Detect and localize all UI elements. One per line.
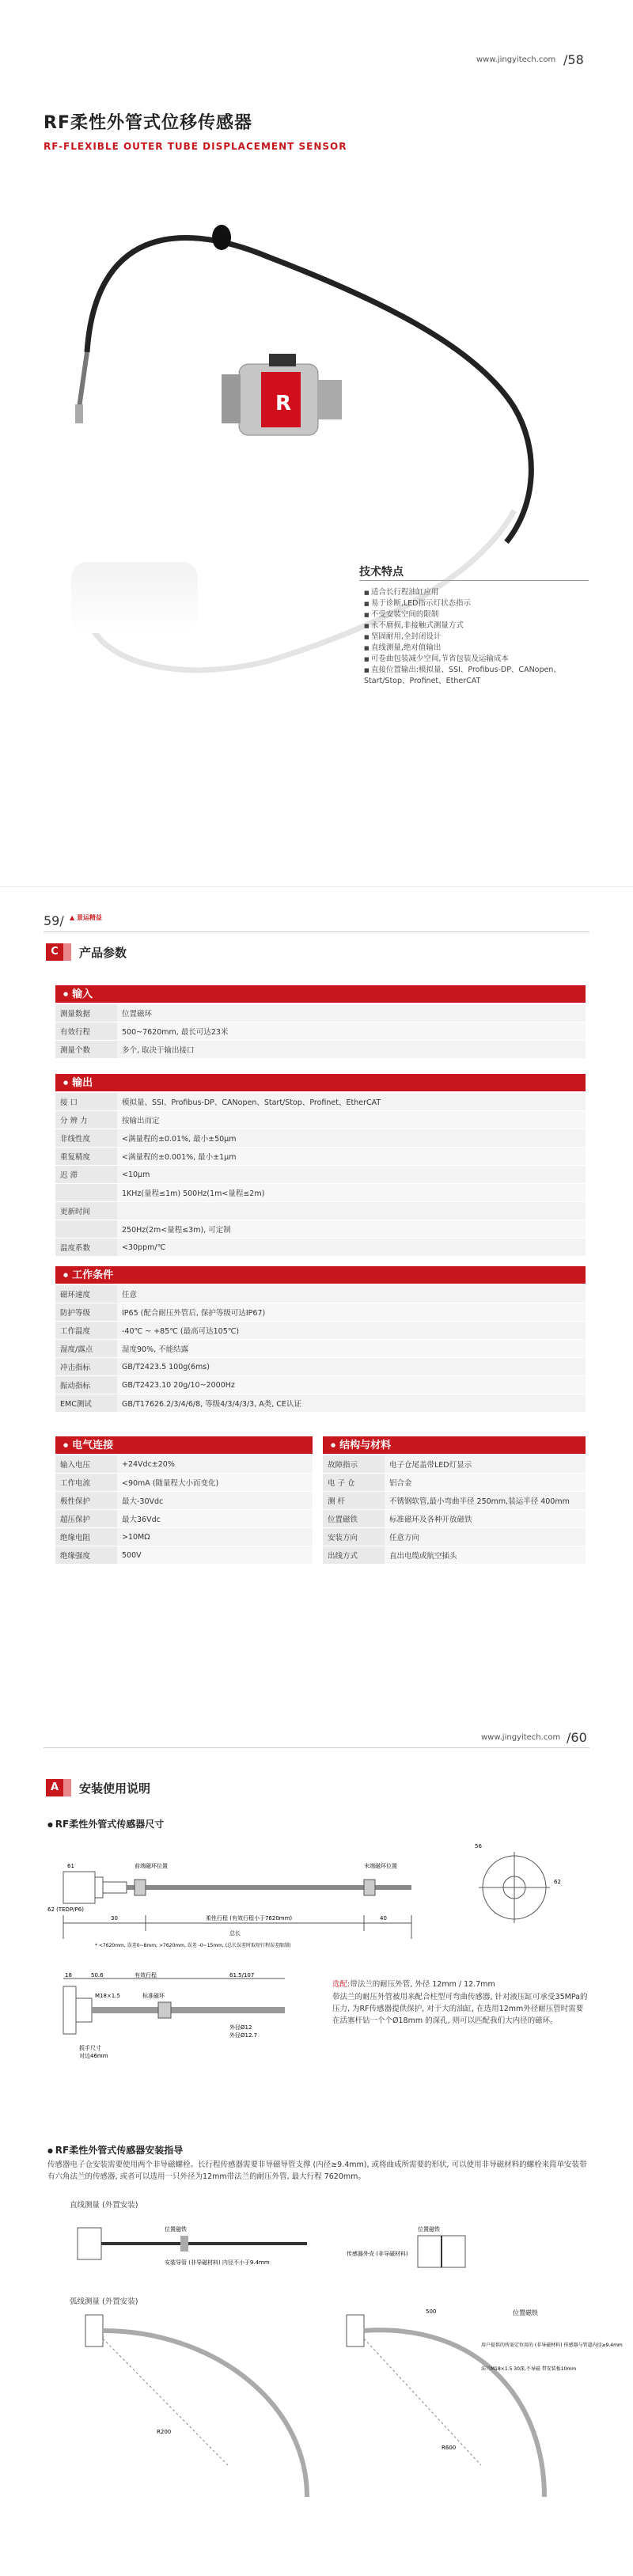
row-value: 标准磁环及各种开放磁铁	[385, 1510, 586, 1528]
section-badge-60: A	[46, 1779, 63, 1796]
straight-pos-label: 位置磁铁	[165, 2226, 187, 2233]
row-value: 1KHz(量程≤1m) 500Hz(1m<量程≤2m)	[117, 1184, 586, 1202]
table-row	[55, 1129, 586, 1148]
dimension-drawing-flange	[47, 1971, 301, 2066]
table-row	[55, 1394, 586, 1413]
row-value: 最大36Vdc	[117, 1510, 313, 1528]
straight-install-drawing	[70, 2212, 544, 2283]
dim-magnet: 标准磁环	[142, 1993, 165, 1999]
table-row	[55, 1528, 313, 1546]
guide-text: 传感器电子仓安装需要使用两个非导磁螺栓。长行程传感器需要非导磁导管支撑 (内径≥9.4mm), 或将曲成所需要的形状, 可以使用非导磁材料的螺栓来简单安装带有六角法兰的传感器, 或者可以选用一只外径为12mm带法兰的耐压外管, 最大行程 7620mm。	[47, 2161, 587, 2181]
option-note	[332, 1978, 589, 1990]
row-key: 非线性度	[55, 1129, 117, 1148]
row-key: 振动指标	[55, 1376, 117, 1394]
page-number: /58	[563, 52, 584, 67]
features-list	[364, 587, 601, 686]
row-key: 出线方式	[323, 1546, 385, 1565]
feature-item: ■ 坚固耐用,全封闭设计	[364, 632, 601, 643]
dim-flat: 扳手尺寸	[79, 2045, 101, 2051]
row-key: 测量数据	[55, 1004, 117, 1022]
feature-item: ■ 可卷曲包装减少空间,节省包装及运输成本	[364, 654, 601, 665]
row-value: 任意	[117, 1285, 586, 1303]
curve-r200: R200	[157, 2429, 172, 2435]
row-value: 500V	[117, 1546, 313, 1565]
dim-connector: 62 (TEDP/P6)	[47, 1906, 84, 1913]
table-row	[55, 1510, 313, 1528]
feature-item: ■ 不受安装空间的限制	[364, 609, 601, 620]
dim-stroke: 柔性行程 (有效行程小于7620mm)	[206, 1915, 293, 1922]
row-key: 绝缘电阻	[55, 1528, 117, 1546]
dim-50-6: 50.6	[91, 1972, 104, 1978]
table-row	[55, 1285, 586, 1303]
sensor-end	[75, 404, 83, 423]
feature-item: ■ 适合长行程油缸应用	[364, 587, 601, 598]
curve-r600: R600	[442, 2445, 457, 2451]
structure-table	[323, 1455, 586, 1565]
row-value: GB/T17626.2/3/4/6/8, 等级4/3/4/3/3, A类, CE认证	[117, 1394, 586, 1413]
row-value: 电子仓尾盖带LED灯显示	[385, 1455, 586, 1474]
table-row	[55, 1004, 586, 1022]
row-value: <满量程的±0.01%, 最小±50μm	[117, 1129, 586, 1148]
section-badge-accent	[63, 943, 71, 961]
row-key: 位置磁铁	[323, 1510, 385, 1528]
table-row	[323, 1528, 586, 1546]
table-row	[55, 1303, 586, 1322]
row-key: 测 杆	[323, 1492, 385, 1510]
straight-note: 安装导管 (非导磁材料) 内径不小于9.4mm	[165, 2259, 270, 2266]
row-key	[55, 1184, 117, 1202]
page-url-60: www.jingyitech.com	[481, 1733, 561, 1742]
dimensions-title: ● RF柔性外管式传感器尺寸	[47, 1817, 164, 1831]
row-key: 输入电压	[55, 1455, 117, 1474]
row-key: 迟 滞	[55, 1166, 117, 1184]
table-row	[55, 1492, 313, 1510]
brand-logo-text: 景运精益	[76, 914, 102, 921]
row-key: 湿度/露点	[55, 1340, 117, 1358]
table-row	[55, 1220, 586, 1239]
row-key: 温度系数	[55, 1239, 117, 1257]
row-value: >10MΩ	[117, 1528, 313, 1546]
straight-title: 直线测量 (外置安装)	[70, 2201, 138, 2210]
dim-caption: * <7620mm, 误差0~8mm; >7620mm, 误差 -0~15mm, (总长误差时取短行程误差限制)	[95, 1943, 291, 1948]
row-value: 直出电缆或航空插头	[385, 1546, 586, 1565]
table-row	[55, 1358, 586, 1376]
section-title: 产品参数	[79, 946, 127, 960]
dim-total: 总长	[229, 1930, 241, 1937]
dim-tube2: 外径Ø12.7	[229, 2032, 258, 2039]
curve-title: 弧线测量 (外置安装)	[70, 2297, 138, 2306]
page-url: www.jingyitech.com	[476, 55, 556, 64]
brand-logo: ▲ 景运精益	[70, 914, 102, 921]
page-subtitle: RF-FLEXIBLE OUTER TUBE DISPLACEMENT SENSOR	[44, 141, 347, 152]
row-key: 极性保护	[55, 1492, 117, 1510]
row-key: 故障指示	[323, 1455, 385, 1474]
sensor-tip	[79, 352, 87, 408]
dim-dead-zone: 30	[111, 1915, 118, 1922]
curve-note: 用户提供的所需定位用的 (非导磁材料) 传感器与管道内径≥9.4mm	[481, 2343, 623, 2348]
electrical-table	[55, 1455, 313, 1565]
straight-magnet-label: 位置磁铁	[418, 2226, 440, 2233]
page-title: RF柔性外管式位移传感器	[44, 113, 252, 133]
dim-18: 18	[65, 1972, 72, 1978]
output-table	[55, 1093, 586, 1257]
section-badge: C	[46, 943, 63, 961]
page-number-59: 59/	[44, 913, 64, 928]
dim-front-label: 前端磁环位置	[135, 1863, 168, 1869]
table-row	[55, 1455, 313, 1474]
dim-stroke-2: 有效行程	[135, 1972, 157, 1978]
structure-header: ● 结构与材料	[323, 1436, 586, 1454]
row-value: GB/T2423.5 100g(6ms)	[117, 1358, 586, 1376]
curve-magnet-label: 位置磁铁	[513, 2309, 538, 2316]
row-key: 超压保护	[55, 1510, 117, 1528]
table-row	[55, 1111, 586, 1129]
dim-tube1: 外径Ø12	[229, 2024, 252, 2031]
row-key: 接 口	[55, 1093, 117, 1111]
table-row	[323, 1492, 586, 1510]
header-divider	[44, 931, 589, 932]
reflection-shadow	[71, 562, 198, 633]
row-value: GB/T2423.10 20g/10~2000Hz	[117, 1376, 586, 1394]
row-key: 工作温度	[55, 1322, 117, 1340]
row-key: 绝缘强度	[55, 1546, 117, 1565]
dim-thread: M18×1.5	[95, 1993, 120, 1999]
curve-500: 500	[426, 2309, 437, 2315]
dimension-drawing-top	[47, 1836, 593, 1971]
row-value: <满量程的±0.001%, 最小±1μm	[117, 1148, 586, 1166]
row-value: 不锈钢软管,最小弯曲半径 250mm,装运半径 400mm	[385, 1492, 586, 1510]
dim-61-5: 61.5/107	[229, 1972, 255, 1978]
table-row	[55, 1148, 586, 1166]
row-key: 重复精度	[55, 1148, 117, 1166]
row-value: 任意方向	[385, 1528, 586, 1546]
sensor-logo-letter: R	[275, 392, 292, 415]
row-key	[55, 1220, 117, 1239]
dim-56: 56	[475, 1843, 482, 1849]
row-value	[117, 1202, 586, 1220]
curve-install-drawing	[70, 2307, 623, 2513]
row-value: <90mA (随量程大小而变化)	[117, 1474, 313, 1492]
page-number-60: /60	[567, 1730, 587, 1745]
row-key: 安装方向	[323, 1528, 385, 1546]
table-row	[55, 1166, 586, 1184]
row-key: 分 辨 力	[55, 1111, 117, 1129]
table-row	[55, 1546, 313, 1565]
electrical-header: ● 电气连接	[55, 1436, 313, 1454]
table-row	[323, 1455, 586, 1474]
feature-item: ■ 直线测量,绝对值输出	[364, 643, 601, 654]
row-value: <10μm	[117, 1166, 586, 1184]
table-row	[55, 1376, 586, 1394]
dim-flat2: 对边46mm	[79, 2053, 108, 2059]
table-row	[55, 1239, 586, 1257]
conditions-table	[55, 1285, 586, 1413]
sensor-housing	[222, 354, 342, 435]
dim-dead-zone2: 40	[380, 1915, 387, 1922]
row-key: 有效行程	[55, 1022, 117, 1041]
feature-item: ■ 直接位置输出:模拟量、SSI、Profibus-DP、CANopen、Start/Stop、Profinet、EtherCAT	[364, 665, 601, 686]
row-key: 电 子 仓	[323, 1474, 385, 1492]
table-row	[55, 1202, 586, 1220]
row-value: -40℃ ~ +85℃ (最高可达105℃)	[117, 1322, 586, 1340]
row-value: 模拟量、SSI、Profibus-DP、CANopen、Start/Stop、Profinet、EtherCAT	[117, 1093, 586, 1111]
row-key: 工作电流	[55, 1474, 117, 1492]
straight-housing-label: 传感器外壳 (非导磁材料)	[347, 2251, 408, 2257]
dim-rear-label: 末端磁环位置	[364, 1863, 397, 1869]
option-note2: 带法兰的耐压外管被用来配合柱型可弯曲传感器, 针对液压缸可承受35MPa的压力, 为RF传感器提供保护, 对于大的油缸, 在选用12mm外径耐压管时需要在活塞杆钻一个个Ø18mm 的深孔, 则可以匹配我们大内径的磁环。	[332, 1993, 588, 2025]
row-key: 防护等级	[55, 1303, 117, 1322]
row-value: <30ppm/℃	[117, 1239, 586, 1257]
features-title: 技术特点	[359, 566, 404, 579]
row-value: 位置磁环	[117, 1004, 586, 1022]
row-key: 磁环速度	[55, 1285, 117, 1303]
features-divider	[359, 580, 589, 581]
table-row	[55, 1340, 586, 1358]
table-row	[55, 1041, 586, 1059]
row-value: +24Vdc±20%	[117, 1455, 313, 1474]
row-value: 500~7620mm, 最长可达23米	[117, 1022, 586, 1041]
row-value: 铝合金	[385, 1474, 586, 1492]
row-value: 按输出而定	[117, 1111, 586, 1129]
cable-collar	[212, 225, 231, 250]
row-value: IP65 (配合耐压外管后, 保护等级可达IP67)	[117, 1303, 586, 1322]
header-divider-60	[44, 1747, 589, 1748]
input-header: ● 输入	[55, 985, 586, 1003]
table-row	[323, 1510, 586, 1528]
row-value: 250Hz(2m<量程≤3m), 可定制	[117, 1220, 586, 1239]
table-row	[55, 1474, 313, 1492]
dim-62: 62	[554, 1879, 561, 1885]
table-row	[55, 1093, 586, 1111]
feature-item: ■ 易于诊断,LED指示灯状态指示	[364, 598, 601, 609]
feature-item: ■ 永不磨损,非接触式测量方式	[364, 620, 601, 632]
row-value: 最大-30Vdc	[117, 1492, 313, 1510]
table-row	[55, 1322, 586, 1340]
output-header: ● 输出	[55, 1074, 586, 1091]
guide-title: ● RF柔性外管式传感器安装指导	[47, 2143, 183, 2157]
table-row	[55, 1022, 586, 1041]
section-title-60: 安装使用说明	[79, 1781, 151, 1796]
option-label: 选配:	[332, 1980, 351, 1989]
table-row	[323, 1474, 586, 1492]
conditions-header: ● 工作条件	[55, 1266, 586, 1284]
input-table	[55, 1004, 586, 1059]
row-key: EMC测试	[55, 1394, 117, 1413]
option-text: 带法兰的耐压外管, 外径 12mm / 12.7mm	[350, 1980, 495, 1989]
row-value: 湿度90%, 不能结露	[117, 1340, 586, 1358]
dim-61: 61	[67, 1863, 74, 1869]
table-row	[323, 1546, 586, 1565]
row-key: 测量个数	[55, 1041, 117, 1059]
row-key: 冲击指标	[55, 1358, 117, 1376]
page-break	[0, 886, 633, 887]
row-value: 多个, 取决于输出接口	[117, 1041, 586, 1059]
section-badge-accent-60	[63, 1779, 71, 1796]
row-key: 更新时间	[55, 1202, 117, 1220]
table-row	[55, 1184, 586, 1202]
product-photo	[32, 170, 617, 550]
curve-note2: 法兰M18×1.5 30深,不导磁 带安装板10mm	[481, 2366, 577, 2372]
